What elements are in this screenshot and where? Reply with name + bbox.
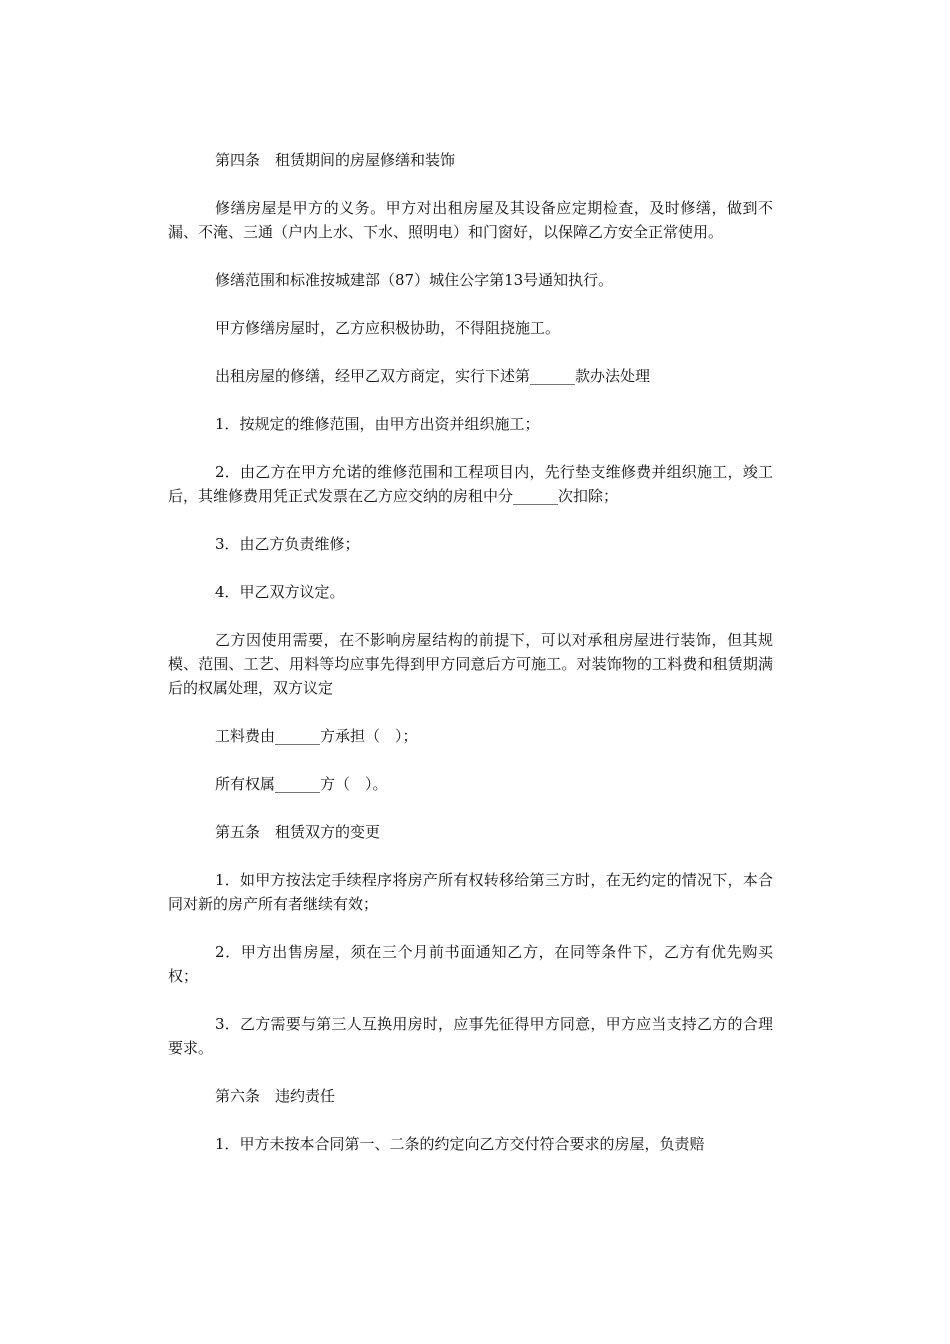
article-6-heading: 第六条 违约责任	[215, 1087, 336, 1105]
list-item: 3．乙方需要与第三人互换用房时，应事先征得甲方同意，甲方应当支持乙方的合理要求。	[168, 1015, 773, 1057]
paragraph: 出租房屋的修缮，经甲乙双方商定，实行下述第______款办法处理	[215, 367, 651, 385]
paragraph: 工料费由______方承担（ ）；	[215, 727, 418, 745]
list-item: 4．甲乙双方议定。	[215, 583, 345, 601]
paragraph: 修缮房屋是甲方的义务。甲方对出租房屋及其设备应定期检查，及时修缮，做到不漏、不淹、三通（户内上水、下水、照明电）和门窗好，以保障乙方安全正常使用。	[168, 199, 773, 241]
document-page	[168, 148, 773, 1156]
list-item: 2．由乙方在甲方允诺的维修范围和工程项目内，先行垫支维修费并组织施工，竣工后，其维修费用凭正式发票在乙方应交纳的房租中分______次扣除；	[168, 463, 773, 505]
list-item: 1．按规定的维修范围，由甲方出资并组织施工；	[215, 415, 540, 433]
article-4-heading: 第四条 租赁期间的房屋修缮和装饰	[215, 151, 456, 169]
paragraph: 甲方修缮房屋时，乙方应积极协助，不得阻挠施工。	[215, 319, 561, 337]
paragraph: 修缮范围和标准按城建部（87）城住公字第13号通知执行。	[215, 271, 614, 289]
list-item: 1．如甲方按法定手续程序将房产所有权转移给第三方时，在无约定的情况下，本合同对新的房产所有者继续有效；	[168, 871, 773, 913]
paragraph: 乙方因使用需要，在不影响房屋结构的前提下，可以对承租房屋进行装饰，但其规模、范围、工艺、用料等均应事先得到甲方同意后方可施工。对装饰物的工料费和租赁期满后的权属处理，双方议定	[168, 631, 773, 697]
article-5-heading: 第五条 租赁双方的变更	[215, 823, 381, 841]
list-item: 2．甲方出售房屋，须在三个月前书面通知乙方，在同等条件下，乙方有优先购买权；	[168, 943, 773, 985]
list-item: 1．甲方未按本合同第一、二条的约定向乙方交付符合要求的房屋，负责赔	[215, 1135, 705, 1153]
list-item: 3．由乙方负责维修；	[215, 535, 360, 553]
paragraph: 所有权属______方（ ）。	[215, 775, 388, 793]
